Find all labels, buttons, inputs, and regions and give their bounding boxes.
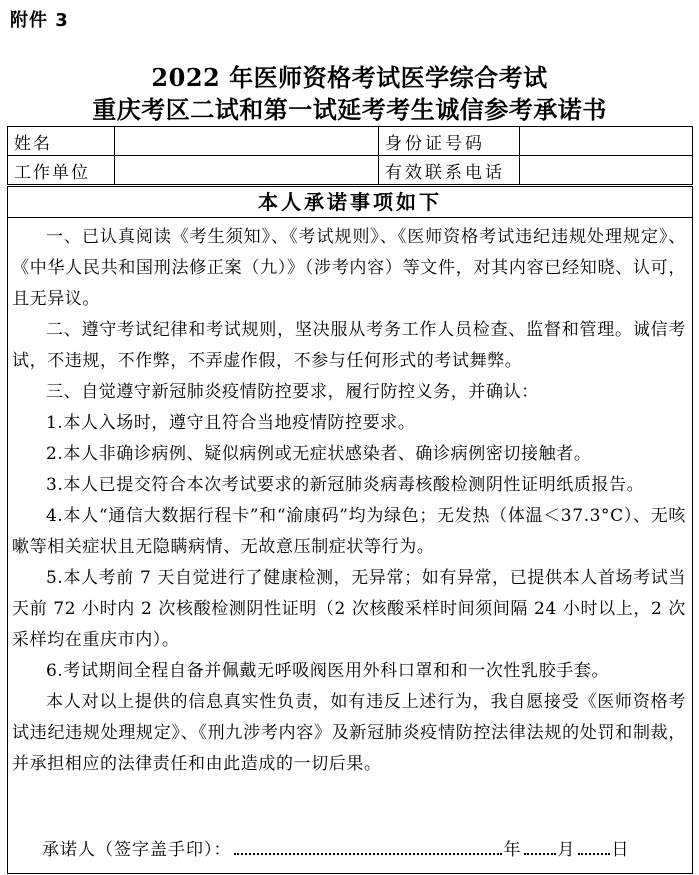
commitment-paragraph: 二、遵守考试纪律和考试规则，坚决服从考务工作人员检查、监督和管理。诚信考试，不违规，不作弊，不弄虚作假，不参与任何形式的考试舞弊。 <box>12 320 686 371</box>
commitment-paragraph: 三、自觉遵守新冠肺炎疫情防控要求，履行防控义务，并确认： <box>46 382 539 402</box>
signer-label: 承诺人（签字盖手印）： <box>42 840 232 860</box>
work-unit-label: 工作单位 <box>8 156 115 185</box>
document-title-line1: 2022 年医师资格考试医学综合考试 <box>151 63 548 92</box>
phone-field[interactable] <box>520 156 693 185</box>
document-title-line2: 重庆考区二试和第一试延考考生诚信参考承诺书 <box>92 95 607 124</box>
attachment-label: 附件 3 <box>10 10 69 31</box>
commitment-paragraph: 2.本人非确诊病例、疑似病例或无症状感染者、确诊病例密切接触者。 <box>46 444 592 464</box>
commitment-paragraph: 1.本人入场时，遵守且符合当地疫情防控要求。 <box>46 413 416 433</box>
commitment-body <box>8 218 692 780</box>
personal-info-table <box>7 126 693 185</box>
commitment-paragraph: 6.考试期间全程自备并佩戴无呼吸阀医用外科口罩和和一次性乳胶手套。 <box>46 661 610 681</box>
phone-label: 有效联系电话 <box>379 156 520 185</box>
year-label: 年 <box>503 840 522 860</box>
name-label: 姓名 <box>8 127 115 156</box>
commitment-paragraph: 3.本人已提交符合本次考试要求的新冠肺炎病毒核酸检测阴性证明纸质报告。 <box>46 475 645 495</box>
month-label: 月 <box>557 840 576 860</box>
commitment-paragraph: 4.本人“通信大数据行程卡”和“渝康码”均为绿色；无发热（体温＜37.3°C）、无咳嗽等相关症状且无隐瞒病情、无故意压制症状等行为。 <box>12 506 686 557</box>
signature-line <box>42 835 630 860</box>
id-number-field[interactable] <box>520 127 693 156</box>
commitment-section <box>7 186 693 874</box>
signature-field[interactable] <box>234 841 502 855</box>
month-field[interactable] <box>524 841 556 855</box>
name-field[interactable] <box>115 127 379 156</box>
commitment-paragraph: 本人对以上提供的信息真实性负责，如有违反上述行为，我自愿接受《医师资格考试违纪违规处理规定》、《刑九涉考内容》及新冠肺炎疫情防控法律法规的处罚和制裁，并承担相应的法律责任和由此造成的一切后果。 <box>12 692 686 774</box>
commitment-heading: 本人承诺事项如下 <box>8 187 692 218</box>
commitment-paragraph: 5.本人考前 7 天自觉进行了健康检测，无异常；如有异常，已提供本人首场考试当天前 72 小时内 2 次核酸检测阴性证明（2 次核酸采样时间须间隔 24 小时以上，2 次采样均在重庆市内）。 <box>12 568 686 650</box>
id-number-label: 身份证号码 <box>379 127 520 156</box>
day-label: 日 <box>611 840 630 860</box>
work-unit-field[interactable] <box>115 156 379 185</box>
commitment-paragraph: 一、已认真阅读《考生须知》、《考试规则》、《医师资格考试违纪违规处理规定》、《中华人民共和国刑法修正案（九）》（涉考内容）等文件，对其内容已经知晓、认可，且无异议。 <box>12 227 686 309</box>
day-field[interactable] <box>578 841 610 855</box>
